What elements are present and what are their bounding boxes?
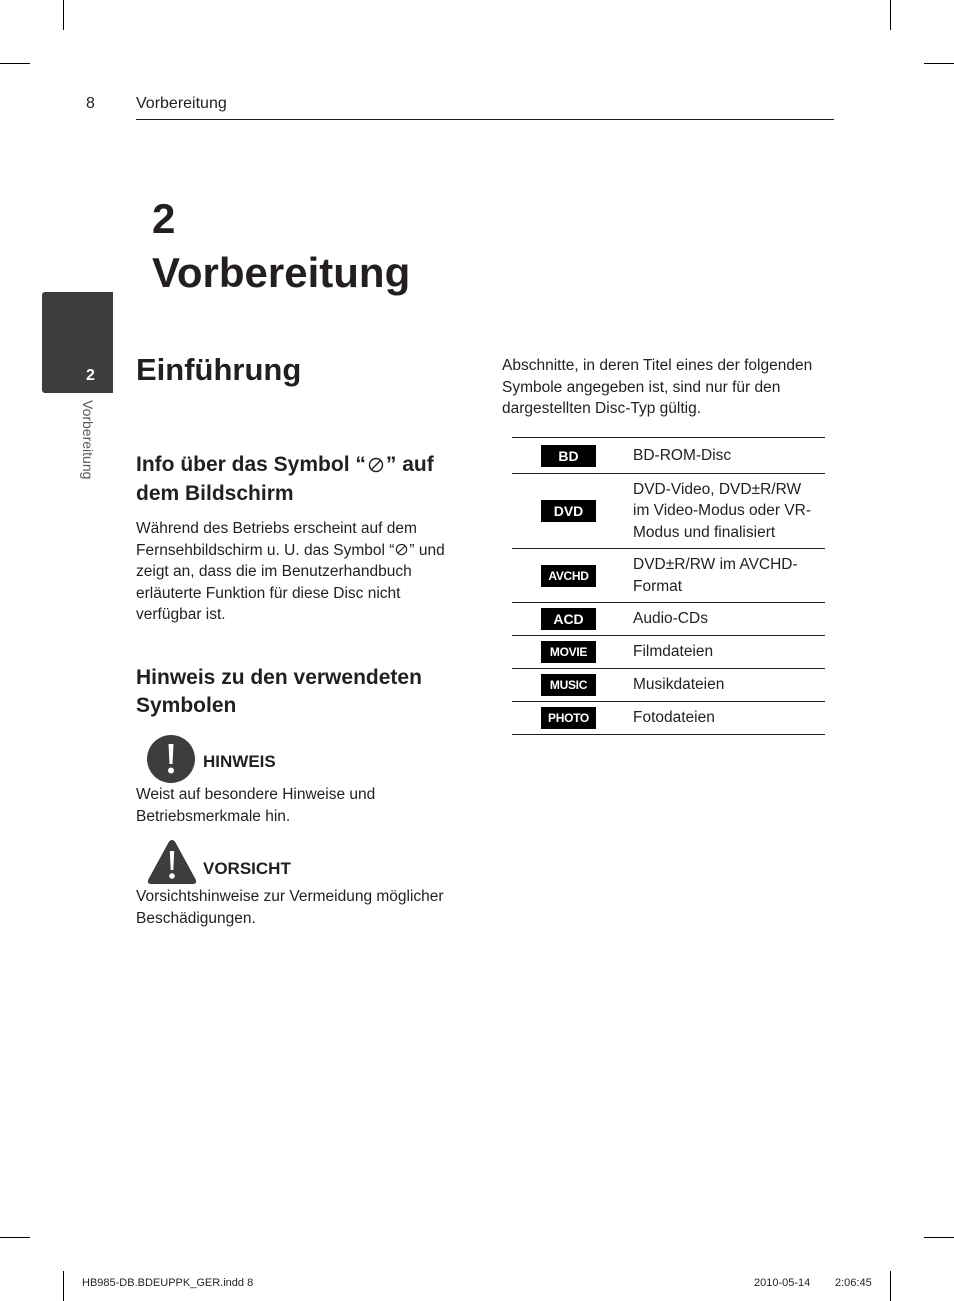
table-row	[512, 474, 825, 549]
footer-time: 2:06:45	[835, 1277, 872, 1289]
crop-mark	[924, 1237, 954, 1238]
disc-badge: MUSIC	[541, 674, 596, 696]
disc-description: Filmdateien	[633, 643, 714, 661]
paragraph-text: ” und zeigt an, dass die im Benutzerhandbuch erläuterte Funktion für diese Disc nicht verfügbar ist.	[136, 541, 445, 623]
page-number: 8	[86, 95, 95, 112]
chapter-tab-label: Vorbereitung	[80, 400, 96, 480]
caution-text: Vorsichtshinweise zur Vermeidung möglicher Beschädigungen.	[136, 888, 444, 927]
info-symbol-heading	[136, 450, 466, 508]
badge-cell	[512, 608, 625, 630]
badge-cell	[512, 674, 625, 696]
disc-description: BD-ROM-Disc	[633, 446, 732, 464]
prohibited-symbol-icon	[368, 457, 384, 473]
chapter-title	[152, 192, 410, 300]
chapter-name: Vorbereitung	[152, 249, 411, 296]
warning-triangle-icon	[146, 838, 198, 886]
note-title: HINWEIS	[203, 752, 276, 771]
table-row	[512, 702, 825, 735]
disc-description: Audio-CDs	[633, 610, 708, 628]
disc-badge: MOVIE	[541, 641, 596, 663]
symbols-heading: Hinweis zu den verwendeten Symbolen	[136, 666, 422, 717]
badge-cell	[512, 707, 625, 729]
footer-date: 2010-05-14	[754, 1277, 811, 1289]
badge-cell	[512, 500, 625, 522]
footer-filename: HB985-DB.BDEUPPK_GER.indd 8	[82, 1277, 254, 1289]
chapter-tab-number: 2	[86, 367, 95, 384]
heading-text: ” auf dem Bildschirm	[136, 453, 434, 505]
prohibited-symbol-icon	[395, 543, 408, 556]
badge-cell	[512, 565, 625, 587]
crop-mark	[63, 1271, 64, 1301]
crop-mark	[0, 1237, 30, 1238]
crop-mark	[890, 0, 891, 30]
note-text: Weist auf besondere Hinweise und Betriebsmerkmale hin.	[136, 786, 376, 825]
heading-text: Info über das Symbol “	[136, 453, 366, 476]
disc-badge: PHOTO	[541, 707, 596, 729]
disc-badge: BD	[541, 445, 596, 467]
badge-cell	[512, 445, 625, 467]
crop-mark	[63, 0, 64, 30]
badge-cell	[512, 641, 625, 663]
disc-description: Fotodateien	[633, 709, 715, 727]
info-symbol-text	[136, 518, 466, 626]
running-title: Vorbereitung	[136, 95, 227, 112]
disc-description: DVD-Video, DVD±R/RW im Video-Modus oder VR-Modus und finalisiert	[633, 480, 812, 541]
exclamation-circle-icon	[146, 734, 196, 784]
disc-badge: AVCHD	[541, 565, 596, 587]
table-row	[512, 438, 825, 474]
crop-mark	[924, 63, 954, 64]
section-title: Einführung	[136, 352, 302, 387]
disc-badge: DVD	[541, 500, 596, 522]
disc-description: Musikdateien	[633, 676, 725, 694]
table-row	[512, 669, 825, 702]
chapter-tab	[42, 292, 113, 393]
crop-mark	[0, 63, 30, 64]
chapter-number: 2	[152, 195, 176, 242]
caution-title: VORSICHT	[203, 859, 291, 878]
table-row	[512, 603, 825, 636]
crop-mark	[890, 1271, 891, 1301]
disc-description: DVD±R/RW im AVCHD-Format	[633, 556, 798, 595]
table-row	[512, 636, 825, 669]
header-rule	[136, 119, 834, 120]
paragraph-text: Während des Betriebs erscheint auf dem Fernsehbildschirm u. U. das Symbol “	[136, 520, 417, 559]
disc-intro-text: Abschnitte, in deren Titel eines der folgenden Symbole angegeben ist, sind nur für den dargestellten Disc-Typ gültig.	[502, 357, 813, 417]
table-row	[512, 549, 825, 603]
disc-badge: ACD	[541, 608, 596, 630]
disc-symbol-table	[512, 437, 825, 735]
